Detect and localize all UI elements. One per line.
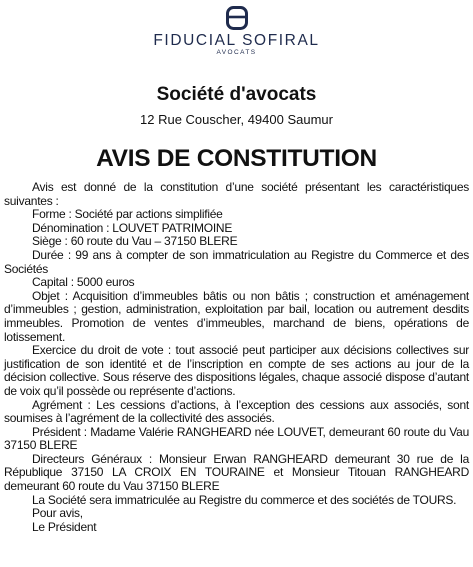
notice-paragraph-signature: Le Président <box>32 519 97 534</box>
notice-paragraph-name: Dénomination : LOUVET PATRIMOINE <box>32 220 233 235</box>
brand-logo <box>0 6 473 57</box>
notice-paragraph-directors: Directeurs Généraux : Monsieur Erwan RANGHEARD demeurant 30 rue de la République 37150 LA CROIX EN TOURAINE et Monsieur Titouan RANGHEARD demeurant 60 route du Vau 37150 BLERE <box>4 451 469 494</box>
notice-paragraph-capital: Capital : 5000 euros <box>32 275 135 290</box>
notice-paragraph-voting: Exercice du droit de vote : tout associé peut participer aux décisions collectives sur justification de son identité et de l’inscription en compte de ses actions au jour de la décision collective. Sous réserve des dispositions légales, chaque associé dispose d’autant de voix qu’il possède ou représente d’actions. <box>4 343 469 398</box>
notice-paragraph-purpose: Objet : Acquisition d’immeubles bâtis ou non bâtis ; construction et aménagement d’immeubles ; gestion, administration, exploitation par bail, location ou autrement desdits immeubles. Promotion de ventes d’immeubles, marchand de biens, opérations de lotissement. <box>4 288 469 344</box>
fiducial-logo-icon <box>226 6 248 30</box>
notice-paragraph-president: Président : Madame Valérie RANGHEARD née LOUVET, demeurant 60 route du Vau 37150 BLERE <box>4 424 469 453</box>
notice-paragraph-intro: Avis est donné de la constitution d’une société présentant les caractéristiques suivantes : <box>4 180 469 208</box>
firm-address: 12 Rue Couscher, 49400 Saumur <box>140 112 333 127</box>
notice-paragraph-closing: Pour avis, <box>32 506 83 521</box>
firm-type-heading: Société d'avocats <box>156 84 317 105</box>
notice-paragraph-form: Forme : Société par actions simplifiée <box>32 207 223 222</box>
notice-body <box>4 181 469 534</box>
notice-paragraph-registration: La Société sera immatriculée au Registre du commerce et des sociétés de TOURS. <box>32 492 457 507</box>
notice-paragraph-approval: Agrément : Les cessions d’actions, à l’exception des cessions aux associés, sont soumises à l’agrément de la collectivité des associés. <box>4 397 469 426</box>
notice-paragraph-duration: Durée : 99 ans à compter de son immatriculation au Registre du Commerce et des Sociétés <box>4 247 469 276</box>
notice-title: AVIS DE CONSTITUTION <box>96 145 377 172</box>
notice-paragraph-seat: Siège : 60 route du Vau – 37150 BLERE <box>32 234 238 249</box>
brand-subtitle: AVOCATS <box>216 49 257 56</box>
brand-name: FIDUCIAL SOFIRAL <box>153 32 320 49</box>
